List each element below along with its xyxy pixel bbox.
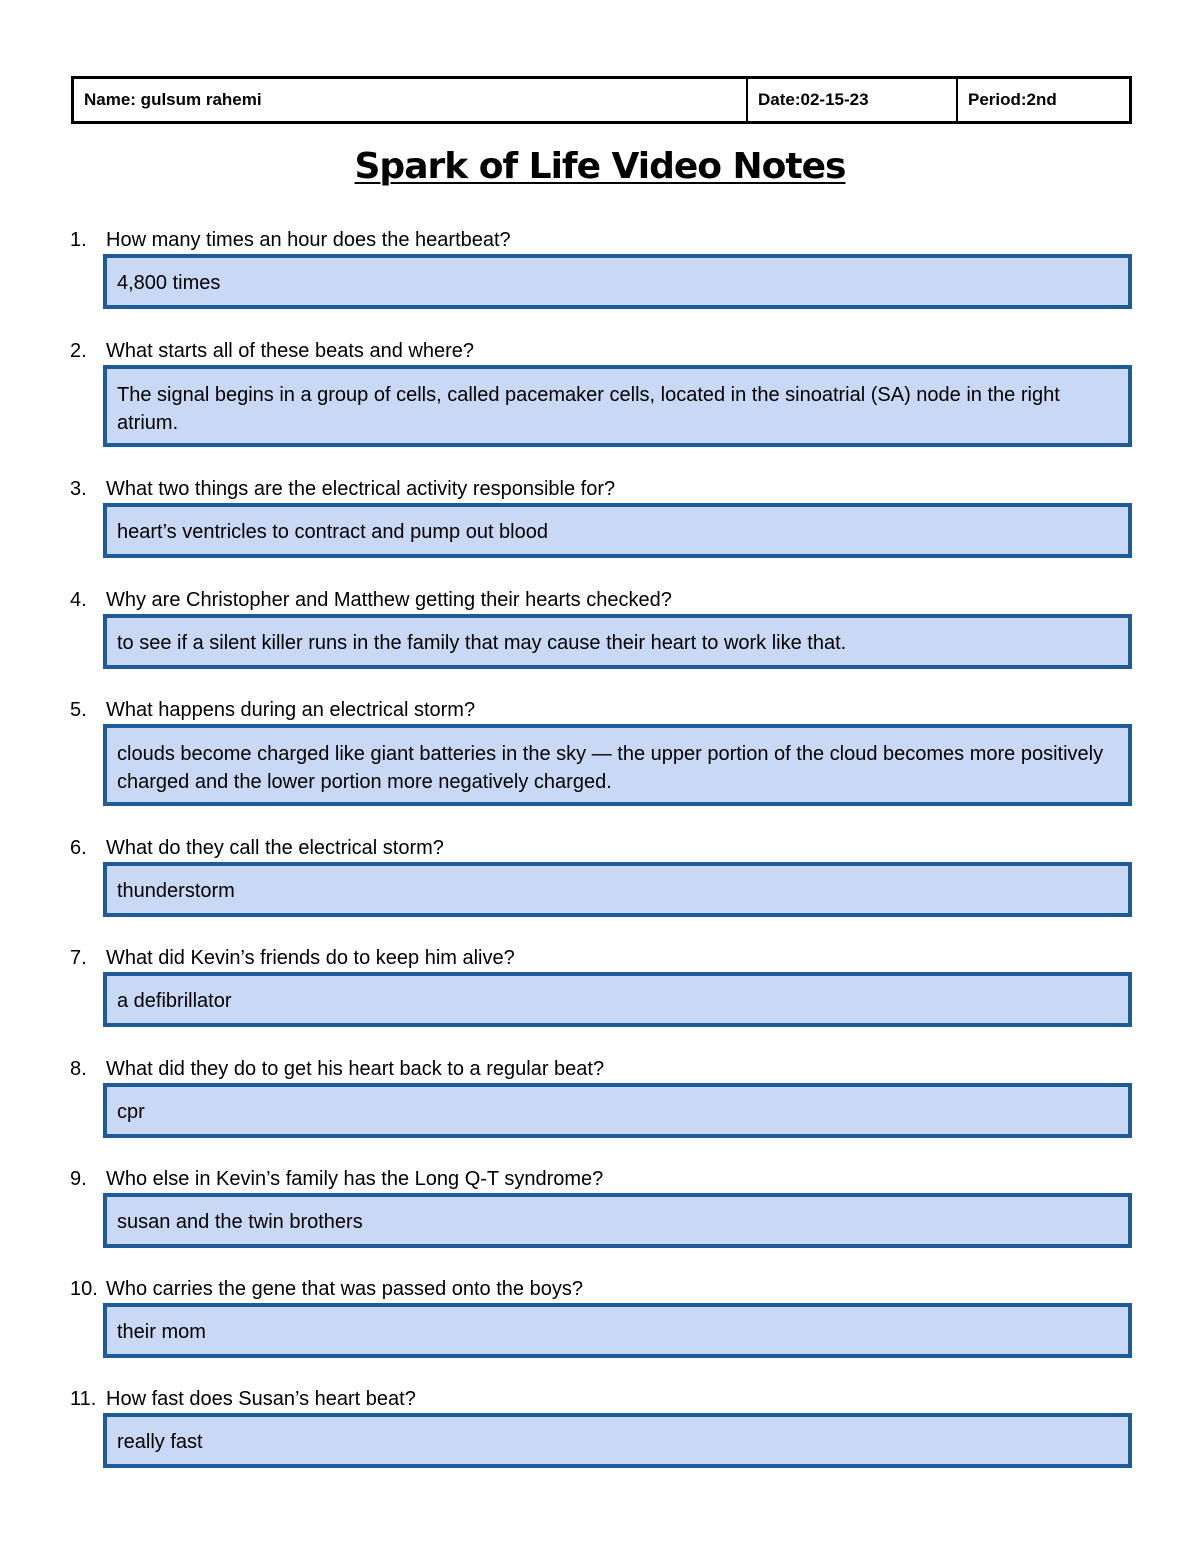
question-number: 9.: [70, 1168, 87, 1190]
answer-box[interactable]: clouds become charged like giant batteries in the sky — the upper portion of the cloud becomes more positively charged and the lower portion more negatively charged.: [103, 724, 1132, 806]
period-field: Period:2nd: [968, 90, 1057, 109]
question-prompt: Who carries the gene that was passed onto the boys?: [106, 1278, 583, 1300]
question-prompt: What did Kevin’s friends do to keep him alive?: [106, 947, 515, 969]
answer-box[interactable]: heart’s ventricles to contract and pump out blood: [103, 503, 1132, 558]
answer-box[interactable]: a defibrillator: [103, 972, 1132, 1027]
question-1: [70, 228, 1132, 309]
question-text: [70, 228, 1132, 252]
page-title: Spark of Life Video Notes: [354, 146, 846, 187]
question-8: [70, 1057, 1132, 1138]
question-number: 5.: [70, 699, 87, 721]
question-prompt: What do they call the electrical storm?: [106, 837, 444, 859]
answer-box[interactable]: cpr: [103, 1083, 1132, 1138]
question-text: [70, 1057, 1132, 1081]
question-number: 2.: [70, 340, 87, 362]
question-number: 10.: [70, 1278, 98, 1300]
question-number: 3.: [70, 478, 87, 500]
question-prompt: Who else in Kevin’s family has the Long Q-T syndrome?: [106, 1168, 604, 1190]
question-3: [70, 477, 1132, 558]
date-field: Date:02-15-23: [748, 79, 958, 121]
question-6: [70, 836, 1132, 917]
name-field: Name: gulsum rahemi: [74, 79, 748, 121]
answer-box[interactable]: to see if a silent killer runs in the family that may cause their heart to work like that.: [103, 614, 1132, 669]
question-9: [70, 1167, 1132, 1248]
question-text: [70, 588, 1132, 612]
question-number: 4.: [70, 589, 87, 611]
question-text: [70, 477, 1132, 501]
question-4: [70, 588, 1132, 669]
question-prompt: What did they do to get his heart back to a regular beat?: [106, 1058, 605, 1080]
answer-box[interactable]: thunderstorm: [103, 862, 1132, 917]
question-number: 8.: [70, 1058, 87, 1080]
question-text: [70, 1277, 1132, 1301]
question-prompt: What starts all of these beats and where?: [106, 340, 474, 362]
question-prompt: How fast does Susan’s heart beat?: [106, 1388, 416, 1410]
question-text: [70, 1387, 1132, 1411]
question-number: 1.: [70, 229, 87, 251]
question-number: 7.: [70, 947, 87, 969]
answer-box[interactable]: their mom: [103, 1303, 1132, 1358]
question-text: [70, 836, 1132, 860]
question-10: [70, 1277, 1132, 1358]
question-11: [70, 1387, 1132, 1468]
question-prompt: What happens during an electrical storm?: [106, 699, 476, 721]
question-prompt: How many times an hour does the heartbeat?: [106, 229, 511, 251]
question-2: [70, 339, 1132, 447]
question-prompt: Why are Christopher and Matthew getting their hearts checked?: [106, 589, 672, 611]
answer-box[interactable]: 4,800 times: [103, 254, 1132, 309]
answer-box[interactable]: susan and the twin brothers: [103, 1193, 1132, 1248]
question-7: [70, 946, 1132, 1027]
question-text: [70, 1167, 1132, 1191]
question-text: [70, 946, 1132, 970]
answer-box[interactable]: The signal begins in a group of cells, called pacemaker cells, located in the sinoatrial (SA) node in the right atrium.: [103, 365, 1132, 447]
question-number: 6.: [70, 837, 87, 859]
question-text: [70, 698, 1132, 722]
answer-box[interactable]: really fast: [103, 1413, 1132, 1468]
question-text: [70, 339, 1132, 363]
header-table: [71, 76, 1132, 124]
question-prompt: What two things are the electrical activity responsible for?: [106, 478, 616, 500]
question-5: [70, 698, 1132, 806]
question-number: 11.: [70, 1388, 97, 1410]
